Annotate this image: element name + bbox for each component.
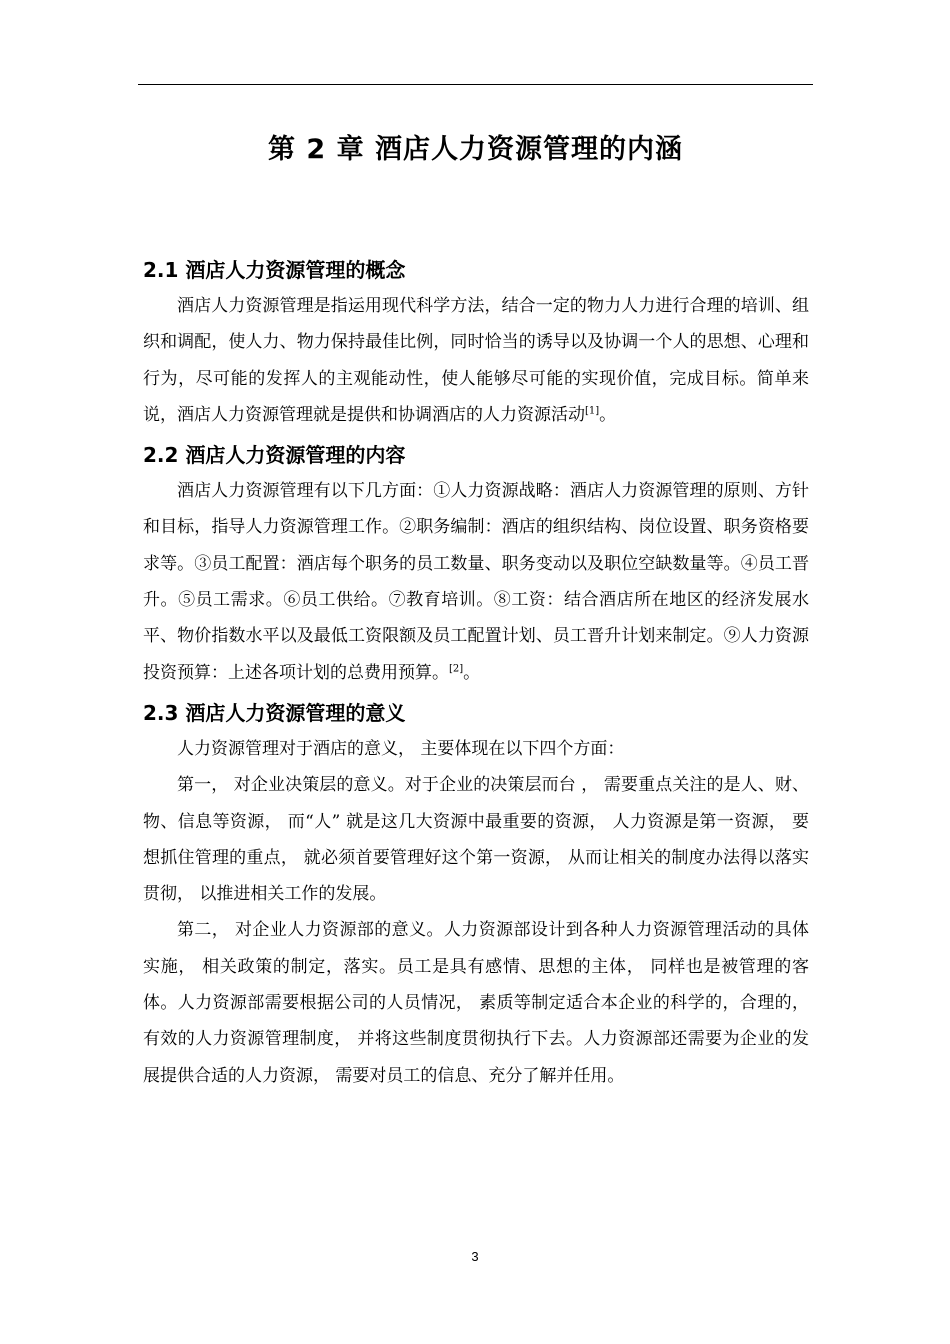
page-number: 3: [471, 1249, 479, 1264]
paragraph: [143, 288, 809, 433]
section-title: 2.2 酒店人力资源管理的内容: [143, 443, 406, 468]
paragraph: [143, 473, 809, 691]
paragraph: 第一， 对企业决策层的意义。对于企业的决策层而台 ， 需要重点关注的是人、财、物、信息等资源， 而“人” 就是这几大资源中最重要的资源， 人力资源是第一资源， 要想抓住管理的重点， 就必须首要管理好这个第一资源， 从而让相关的制度办法得以落实贯彻， 以推进相关工作的发展。: [143, 775, 809, 905]
section-title: 2.1 酒店人力资源管理的概念: [143, 258, 406, 282]
section-2-3: [143, 695, 809, 1094]
section-2-1: [143, 252, 809, 433]
citation-marker: [1]: [585, 405, 600, 417]
paragraph-tail: 。: [463, 662, 481, 683]
paragraph: 第二， 对企业人力资源部的意义。人力资源部设计到各种人力资源管理活动的具体实施， 相关政策的制定，落实。员工是具有感情、思想的主体， 同样也是被管理的客体。人力资源部需要根据公司的人员情况， 素质等制定适合本企业的科学的，合理的， 有效的人力资源管理制度， 并将这些制度贯彻执行下去。人力资源部还需要为企业的发展提供合适的人力资源， 需要对员工的信息、充分了解并任用。: [143, 920, 809, 1086]
paragraph: 人力资源管理对于酒店的意义， 主要体现在以下四个方面：: [177, 738, 625, 759]
document-body: [143, 252, 809, 1094]
citation-marker: [2]: [449, 663, 464, 675]
paragraph-text: 酒店人力资源管理是指运用现代科学方法，结合一定的物力人力进行合理的培训、组织和调配，使人力、物力保持最佳比例，同时恰当的诱导以及协调一个人的思想、心理和行为，尽可能的发挥人的主观能动性，使人能够尽可能的实现价值，完成目标。简单来说，酒店人力资源管理就是提供和协调酒店的人力资源活动: [143, 296, 809, 425]
paragraph-tail: 。: [599, 404, 617, 425]
section-2-2: [143, 437, 809, 691]
chapter-title: 第 2 章 酒店人力资源管理的内涵: [268, 134, 683, 165]
section-title: 2.3 酒店人力资源管理的意义: [143, 700, 406, 725]
header-rule: [138, 84, 813, 85]
paragraph-text: 酒店人力资源管理有以下几方面：①人力资源战略：酒店人力资源管理的原则、方针和目标，指导人力资源管理工作。②职务编制：酒店的组织结构、岗位设置、职务资格要求等。③员工配置：酒店每个职务的员工数量、职务变动以及职位空缺数量等。④员工晋升。⑤员工需求。⑥员工供给。⑦教育培训。⑧工资：结合酒店所在地区的经济发展水平、物价指数水平以及最低工资限额及员工配置计划、员工晋升计划来制定。⑨人力资源投资预算：上述各项计划的总费用预算。: [143, 481, 809, 683]
